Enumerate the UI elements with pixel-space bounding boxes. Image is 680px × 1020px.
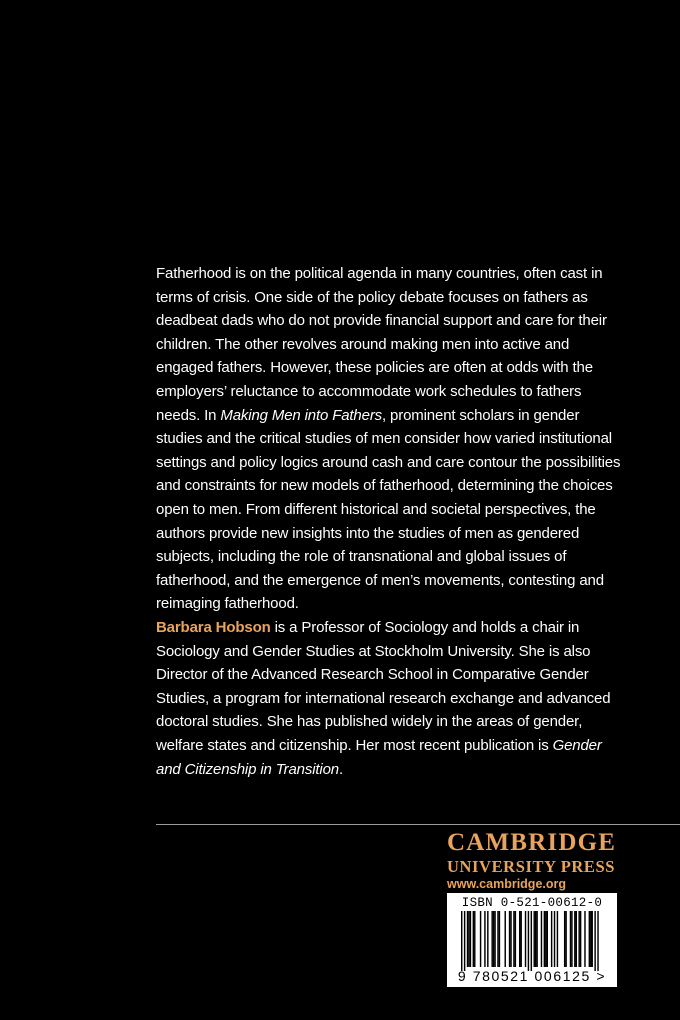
barcode-bar (571, 911, 572, 967)
publisher-name-line1: CAMBRIDGE (447, 829, 617, 856)
barcode-panel (447, 893, 617, 987)
barcode-bar (574, 911, 575, 967)
barcode-bar (505, 911, 506, 967)
barcode-bar (473, 911, 474, 967)
barcode-bar (484, 911, 485, 967)
barcode-bar (487, 911, 488, 967)
book-description (156, 262, 626, 616)
barcode-bar (494, 911, 495, 967)
barcode-bar (547, 911, 548, 967)
barcode-bar (499, 911, 500, 967)
ean-digits: 9 780521 006125 > (457, 968, 607, 984)
barcode-bar (534, 911, 535, 967)
barcode-bar (491, 911, 492, 967)
barcode-bar (474, 911, 475, 967)
barcode-bar (531, 911, 532, 971)
isbn-label: ISBN 0-521-00612-0 (461, 896, 603, 910)
barcode-bar (470, 911, 471, 967)
barcode-bar (597, 911, 598, 971)
barcode-bar (536, 911, 537, 967)
bio-text: is a Professor of Sociology and holds a chair in Sociology and Gender Studies at Stockholm University. She is also Director of the Advanced Research School in Comparative Gender Studies, a program for international research exchange and advanced doctoral studies. She has published widely in the areas of gender, welfare states and citizenship. Her most recent publication is (156, 619, 611, 754)
description-text-part2: , prominent scholars in gender studies and the critical studies of men consider how varied institutional settings and policy logics around cash and care contour the possibilities and constraints for new models of fatherhood, determining the choices open to men. From different historical and societal perspectives, the authors provide new insights into the studies of men as gendered subjects, including the role of transnational and global issues of fatherhood, and the emergence of men’s movements, contesting and reimaging fatherhood. (156, 406, 621, 613)
barcode-bar (480, 911, 481, 967)
barcode-bar (464, 911, 465, 971)
barcode-bar (592, 911, 593, 967)
barcode-bar (520, 911, 521, 967)
author-name: Barbara Hobson (156, 619, 271, 636)
barcode-bar (541, 911, 542, 967)
barcode-bar (576, 911, 577, 967)
barcode-bar (493, 911, 494, 967)
barcode-bar (467, 911, 468, 967)
barcode-bar (557, 911, 558, 967)
divider-line (156, 824, 680, 825)
barcode-bar (580, 911, 581, 967)
barcode-bar (497, 911, 498, 967)
description-paragraph (156, 262, 626, 616)
barcode-bar (589, 911, 590, 967)
barcode-bar (590, 911, 591, 967)
author-bio (156, 616, 626, 781)
publisher-website: www.cambridge.org (447, 877, 567, 891)
barcode-bar (545, 911, 546, 967)
barcode-bar (513, 911, 514, 967)
barcode-bar (551, 911, 552, 967)
publication-title-italic: Gender and Citizenship in Transition (156, 736, 602, 778)
barcode-bar (544, 911, 545, 967)
bio-end: . (338, 760, 343, 778)
barcode-bar (578, 911, 579, 967)
barcode-bar (535, 911, 536, 967)
barcode-bar (525, 911, 526, 967)
barcode-bar (519, 911, 520, 967)
publisher-logo (447, 828, 622, 894)
barcode-bar (594, 911, 595, 971)
barcode-bar (565, 911, 566, 967)
book-title-italic: Making Men into Fathers (220, 406, 383, 424)
bio-paragraph (156, 616, 626, 781)
barcode-bar (515, 911, 516, 967)
barcode-bar (509, 911, 510, 967)
barcode-bar (564, 911, 565, 967)
publisher-name-line2: UNIVERSITY PRESS (447, 857, 616, 876)
barcode-bar (528, 911, 529, 971)
description-text-part1: Fatherhood is on the political agenda in many countries, often cast in terms of crisis. One side of the policy debate focuses on fathers as deadbeat dads who do not provide financial support and care for their children. The other revolves around making men into active and engaged fathers. However, these policies are often at odds with the employers’ reluctance to accommodate work schedules to fathers needs. In (156, 265, 607, 424)
barcode-bar (584, 911, 585, 967)
barcode-bar (554, 911, 555, 967)
barcode-image (447, 911, 617, 971)
barcode-bar (570, 911, 571, 967)
barcode-bar (510, 911, 511, 967)
barcode-bar (468, 911, 469, 967)
barcode-bar (461, 911, 462, 971)
